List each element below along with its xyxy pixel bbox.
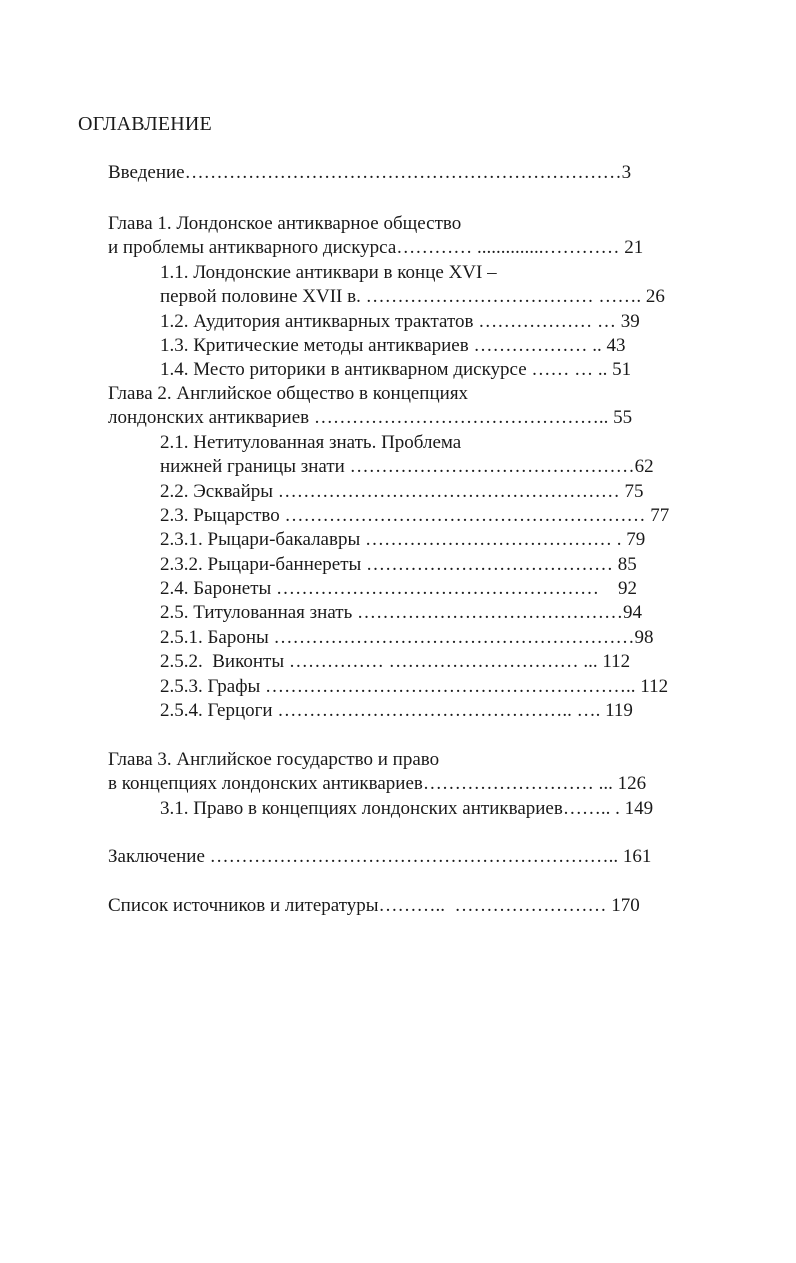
toc-section-1-4: 1.4. Место риторики в антикварном дискурсе …… … .. 51 [160, 359, 632, 380]
toc-chapter3-title-cont: в концепциях лондонских антиквариев……………………… ... 126 [108, 773, 647, 794]
toc-title: ОГЛАВЛЕНИЕ [78, 113, 212, 135]
toc-section-1-3: 1.3. Критические методы антиквариев ……………… .. 43 [160, 335, 626, 356]
toc-section-2-5-1: 2.5.1. Бароны …………………………………………………98 [160, 627, 654, 648]
toc-section-2-5-4: 2.5.4. Герцоги ……………………………………….. …. 119 [160, 700, 633, 721]
toc-section-2-5: 2.5. Титулованная знать ……………………………………94 [160, 602, 642, 623]
toc-section-2-1: 2.1. Нетитулованная знать. Проблема [160, 432, 462, 453]
toc-section-1-2: 1.2. Аудитория антикварных трактатов ……………… … 39 [160, 311, 640, 332]
toc-section-2-4: 2.4. Баронеты …………………………………………… 92 [160, 578, 638, 599]
toc-intro: Введение……………………………………………………………3 [108, 162, 632, 183]
toc-section-2-3-1: 2.3.1. Рыцари-бакалавры ………………………………… . 79 [160, 529, 646, 550]
toc-section-2-5-3: 2.5.3. Графы ………………………………………………….. 112 [160, 676, 669, 697]
toc-section-2-3-2: 2.3.2. Рыцари-баннереты ………………………………… 85 [160, 554, 637, 575]
toc-chapter2-title: Глава 2. Английское общество в концепциях [108, 383, 469, 404]
toc-chapter1-title: Глава 1. Лондонское антикварное общество [108, 213, 462, 234]
toc-section-2-3: 2.3. Рыцарство ………………………………………………… 77 [160, 505, 670, 526]
toc-section-2-1-cont: нижней границы знати ………………………………………62 [160, 456, 654, 477]
toc-section-1-1-cont: первой половине XVII в. ……………………………… ……. 26 [160, 286, 665, 307]
toc-chapter2-title-cont: лондонских антиквариев ……………………………………….. 55 [108, 407, 633, 428]
toc-conclusion: Заключение ……………………………………………………….. 161 [108, 846, 652, 867]
toc-chapter3-title: Глава 3. Английское государство и право [108, 749, 440, 770]
toc-section-3-1: 3.1. Право в концепциях лондонских антиквариев…….. . 149 [160, 798, 654, 819]
toc-section-2-2: 2.2. Эсквайры ……………………………………………… 75 [160, 481, 644, 502]
toc-chapter1-title-cont: и проблемы антикварного дискурса………… ..............………… 21 [108, 237, 644, 258]
toc-sources: Список источников и литературы……….. …………………… 170 [108, 895, 640, 916]
toc-section-2-5-2: 2.5.2. Виконты …………… ………………………… ... 112 [160, 651, 631, 672]
toc-section-1-1: 1.1. Лондонские антиквари в конце XVI – [160, 262, 497, 283]
